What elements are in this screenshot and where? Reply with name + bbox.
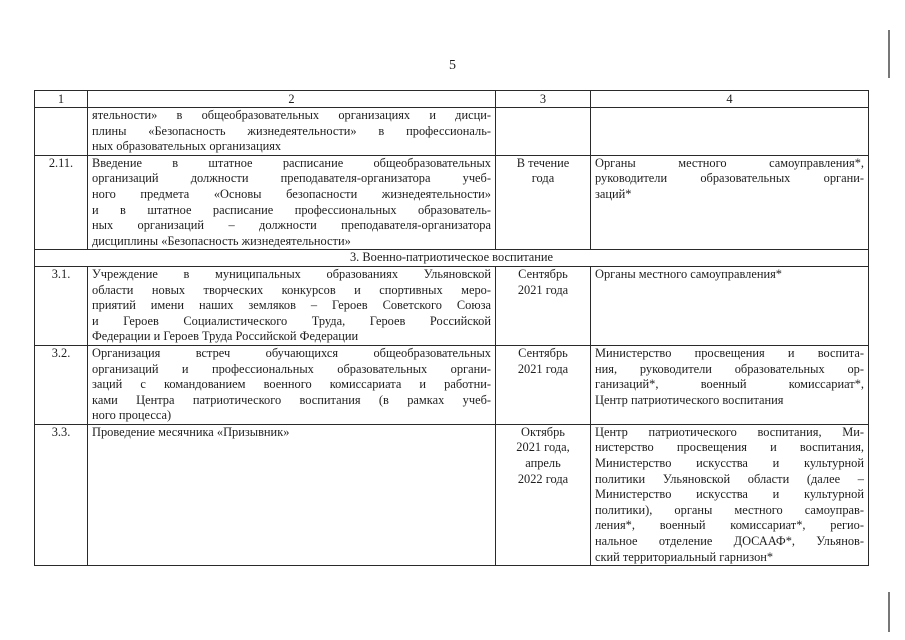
text-line: плины «Безопасность жизнедеятельности» в профессиональ- [92, 123, 491, 138]
text-line: ния, руководители образовательных ор- [595, 361, 864, 376]
table-header-row [35, 91, 869, 108]
text-line: 2021 года [517, 282, 569, 297]
row-number: 3.1. [35, 266, 88, 345]
scan-mark-top [888, 30, 890, 78]
section-title: 3. Военно-патриотическое воспитание [35, 250, 869, 267]
row-term [496, 424, 591, 565]
header-col-4: 4 [591, 91, 869, 108]
row-responsible [591, 345, 869, 424]
scan-mark-bottom [888, 592, 890, 632]
header-col-2: 2 [88, 91, 496, 108]
text-line: организаций должности преподавателя-организатора учеб- [92, 171, 491, 186]
table-row [35, 155, 869, 250]
table-row [35, 266, 869, 345]
table-row [35, 424, 869, 565]
text-line: Сентябрь [518, 345, 568, 360]
row-responsible [591, 155, 869, 250]
row-description [88, 155, 496, 250]
text-line: Министерство искусства и культурной [595, 456, 864, 471]
text-line: Органы местного самоуправления*, [595, 155, 864, 170]
text-line: ных организаций – должности преподавателя-организатора [92, 218, 491, 233]
text-line: 2021 года [517, 361, 569, 376]
text-line: года [531, 171, 555, 186]
row-description [88, 108, 496, 156]
row-number: 2.11. [35, 155, 88, 250]
text-line: нальное отделение ДОСААФ*, Ульянов- [595, 534, 864, 549]
text-line: 2021 года, [516, 440, 570, 455]
text-line: ганизаций*, военный комиссариат*, [595, 377, 864, 392]
text-line: заций* [595, 186, 632, 201]
text-line: Сентябрь [518, 266, 568, 281]
text-line: ский территориальный гарнизон* [595, 549, 774, 564]
text-line: Введение в штатное расписание общеобразовательных [92, 155, 491, 170]
row-responsible [591, 424, 869, 565]
text-line: Органы местного самоуправления* [595, 266, 782, 281]
page-number: 5 [449, 58, 456, 73]
row-number [35, 108, 88, 156]
text-line: ления*, военный комиссариат*, регио- [595, 518, 864, 533]
row-term [496, 108, 591, 156]
text-line: и Героев Социалистического Труда, Героев Российской [92, 313, 491, 328]
row-description [88, 424, 496, 565]
events-table [34, 90, 869, 566]
text-line: Министерство просвещения и воспита- [595, 345, 864, 360]
row-responsible [591, 266, 869, 345]
row-responsible [591, 108, 869, 156]
text-line: Федерации и Героев Труда Российской Федерации [92, 329, 359, 344]
text-line: Организация встреч обучающихся общеобразовательных [92, 345, 491, 360]
text-line: Центр патриотического воспитания [595, 392, 784, 407]
text-line: В течение [516, 155, 570, 170]
text-line: Центр патриотического воспитания, Ми- [595, 424, 864, 439]
text-line: ного предмета «Основы безопасности жизнедеятельности» [92, 186, 491, 201]
text-line: заций с командованием военного комиссариата и работни- [92, 377, 491, 392]
section-row [35, 250, 869, 267]
text-line: нистерство просвещения и воспитания, [595, 440, 864, 455]
row-term [496, 345, 591, 424]
text-line: ками Центра патриотического воспитания (в рамках учеб- [92, 392, 491, 407]
header-col-1: 1 [35, 91, 88, 108]
text-line: Проведение месячника «Призывник» [92, 424, 290, 439]
text-line: ных образовательных организациях [92, 139, 282, 154]
text-line: Октябрь [521, 424, 565, 439]
text-line: организаций и профессиональных образовательных органи- [92, 361, 491, 376]
text-line: ного процесса) [92, 408, 172, 423]
text-line: апрель [525, 456, 561, 471]
row-number: 3.2. [35, 345, 88, 424]
table-row [35, 345, 869, 424]
text-line: руководители образовательных органи- [595, 171, 864, 186]
text-line: приятий имени наших земляков – Героев Советского Союза [92, 298, 491, 313]
text-line: ятельности» в общеобразовательных организациях и дисци- [92, 108, 491, 122]
row-term [496, 266, 591, 345]
row-number: 3.3. [35, 424, 88, 565]
text-line: области новых творческих конкурсов и спортивных меро- [92, 282, 491, 297]
text-line: Учреждение в муниципальных образованиях Ульяновской [92, 266, 491, 281]
text-line: 2022 года [517, 471, 569, 486]
row-term [496, 155, 591, 250]
text-line: политики), органы местного самоуправ- [595, 502, 864, 517]
table-row [35, 108, 869, 156]
row-description [88, 345, 496, 424]
header-col-3: 3 [496, 91, 591, 108]
text-line: и в штатное расписание профессиональных образователь- [92, 202, 491, 217]
text-line: дисциплины «Безопасность жизнедеятельности» [92, 233, 351, 248]
row-description [88, 266, 496, 345]
text-line: политики Ульяновской области (далее – [595, 471, 864, 486]
text-line: Министерство искусства и культурной [595, 487, 864, 502]
